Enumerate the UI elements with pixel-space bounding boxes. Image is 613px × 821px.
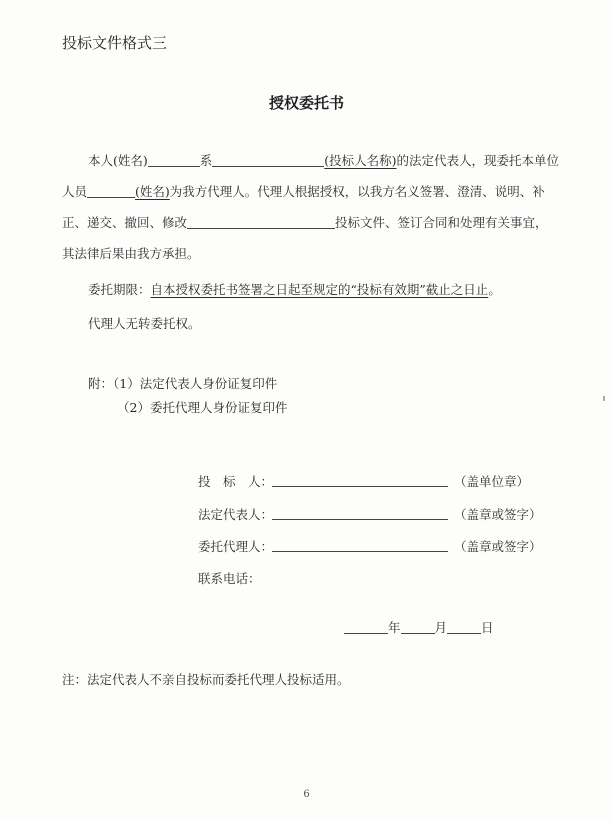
- date-line: [344, 618, 494, 636]
- signature-line: [272, 539, 448, 552]
- name-blank: [148, 152, 200, 167]
- signature-label: 法定代表人：: [198, 507, 274, 522]
- is-label: 系: [199, 153, 213, 168]
- day-label: 日: [481, 620, 494, 635]
- signature-bidder: [198, 472, 529, 490]
- document-header: 投标文件格式三: [62, 34, 168, 52]
- project-blank: [187, 214, 335, 229]
- day-blank: [447, 621, 481, 634]
- signature-line: [272, 474, 448, 487]
- documents-text: 投标文件、签订合同和处理有关事宜，: [335, 215, 548, 230]
- signature-note: （盖单位章）: [454, 474, 530, 489]
- attachment-1: [88, 374, 277, 392]
- personnel-label: 人员: [62, 184, 88, 199]
- paragraph-line-2: [62, 176, 562, 207]
- page-number: 6: [303, 789, 310, 800]
- scan-speck: [603, 396, 605, 401]
- actions-text: 正、递交、撤回、修改: [62, 215, 188, 230]
- month-blank: [401, 621, 435, 634]
- paragraph-line-4: 其法律后果由我方承担。: [62, 246, 200, 261]
- contact-phone: [198, 569, 261, 587]
- term-value: 自本授权委托书签署之日起至规定的“投标有效期”截止之日止: [150, 282, 489, 297]
- term-end: 。: [488, 282, 501, 297]
- authorization-paragraph: [62, 145, 562, 269]
- attachment-item-1: （1）法定代表人身份证复印件: [113, 376, 278, 391]
- no-subdelegation: 代理人无转委托权。: [88, 316, 201, 331]
- bidder-blank: [212, 152, 324, 167]
- bidder-name-label: (投标人名称): [324, 153, 397, 168]
- agent-name-label: (姓名): [135, 184, 170, 199]
- year-blank: [344, 621, 388, 634]
- agent-text: 为我方代理人。代理人根据授权，以我方名义签署、澄清、说明、补: [169, 184, 545, 199]
- signature-label: 联系电话：: [198, 571, 261, 586]
- signature-line: [272, 507, 448, 520]
- authorization-term: [88, 280, 501, 298]
- paragraph-line-1: [62, 145, 562, 176]
- document-title: 授权委托书: [268, 94, 344, 112]
- signature-label: 委托代理人：: [198, 539, 274, 554]
- term-label: 委托期限：: [88, 282, 151, 297]
- legal-rep-text: 的法定代表人，现委托本单位: [396, 153, 560, 168]
- attachment-2: （2）委托代理人身份证复印件: [117, 400, 288, 415]
- paragraph-line-3: [62, 207, 562, 238]
- signature-note: （盖章或签字）: [454, 539, 542, 554]
- month-label: 月: [434, 620, 448, 635]
- attachments-label: 附：: [88, 376, 114, 391]
- signature-legal-rep: [198, 505, 542, 523]
- signature-note: （盖章或签字）: [454, 507, 542, 522]
- signature-label: 投 标 人：: [198, 474, 274, 489]
- agent-name-blank: [87, 183, 135, 198]
- footnote: 注：法定代表人不亲自投标而委托代理人投标适用。: [62, 672, 350, 687]
- signature-agent: [198, 537, 542, 555]
- year-label: 年: [388, 620, 401, 635]
- name-label: 本人(姓名): [88, 153, 148, 168]
